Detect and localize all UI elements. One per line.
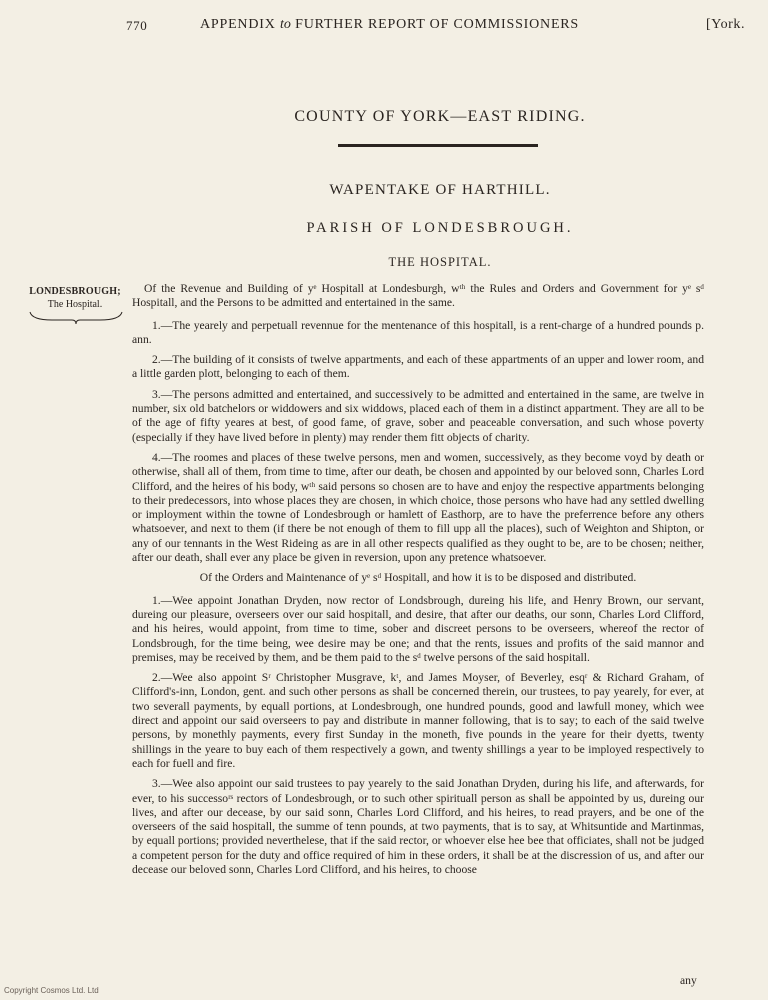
parish-heading: PARISH OF LONDESBROUGH. [306, 220, 574, 236]
running-county: [York. [706, 17, 746, 32]
heading-rule [338, 144, 538, 147]
catchword: any [680, 974, 697, 987]
paragraph-persons: 3.—The persons admitted and entertained, and successively to be admitted and entertained in the same, are twelve in number, six old batchelors or widdowers and six widdows, placed each of them in a distinct appartment. They are all to be of the age of fifty yeares at best, of good fame, of grave, sober and peaceable conversation, and such whose poverty (especially if they have lived before in plenty) may render them fitt objects of charity. [132, 387, 704, 444]
page-number: 770 [126, 18, 148, 33]
margin-brace-icon [28, 310, 124, 324]
section-heading-orders: Of the Orders and Maintenance of yᵉ sᵈ Hospitall, and how it is to be disposed and distributed. [199, 571, 637, 585]
running-title-part1: APPENDIX [200, 17, 276, 32]
hospital-heading: THE HOSPITAL. [388, 255, 492, 269]
running-title-to: to [279, 17, 291, 32]
copyright-watermark: Copyright Cosmos Ltd. Ltd [4, 986, 99, 995]
paragraph-revenue: 1.—The yearely and perpetuall revennue for the mentenance of this hospitall, is a rent-charge of a hundred pounds p. ann. [132, 318, 704, 346]
paragraph-rooms: 4.—The roomes and places of these twelve persons, men and women, successively, as they become voyd by death or otherwise, shall all of them, from time to time, after our death, be chosen and appointed by our beloved sonn, Charles Lord Clifford, and the heires of his body, wᵗʰ said persons so chosen are to have and enjoy the respective appartments belonging to their predecessors, into whose places they are chosen, in which choice, those persons who have had any settled dwelling or imployment within the towne of Londesbrough or hamlett of Easthorp, are to have the preferrence before any others whatsoever, and next to them (if there be not enough of them to fill upp all the places), such of Weighton and Shipton, or any of our tennants in the West Rideing as are in all other respects qualified as they ought to be, are to be chosen; neither, after our death, shall ever any place be given in reversion, upon any pretence whatsoever. [132, 450, 704, 565]
county-heading: COUNTY OF YORK—EAST RIDING. [294, 108, 586, 125]
margin-note [28, 285, 122, 311]
running-title [200, 17, 579, 33]
wapentake-heading: WAPENTAKE OF HARTHILL. [329, 182, 551, 198]
margin-note-subject: The Hospital. [47, 299, 103, 310]
paragraph-building: 2.—The building of it consists of twelve appartments, and each of these appartments of an upper and lower room, and a little garden plott, belonging to each of them. [132, 353, 704, 381]
intro-paragraph: Of the Revenue and Building of yᵉ Hospitall at Londesburgh, wᵗʰ the Rules and Orders and Government for yᵉ sᵈ Hospitall, and the Persons to be admitted and entertained in the same. [132, 282, 704, 310]
paragraph-trustees: 2.—Wee also appoint Sʳ Christopher Musgrave, kᵗ, and James Moyser, of Beverley, esqʳ & Richard Graham, of Clifford's-inn, London, gent. and such other persons as shall be concerned therein, our trustees, to pay yearely, for ever, at two severall payments, by equall portions, at Londesbrough, one hundred pounds, good and lawfull money, which wee direct and appoint our said overseers to pay and distribute in manner following, that is to say; to each of the said twelve persons, by monethly payments, every first Sunday in the moneth, five pounds in the yeare for their dyetts, twenty shillings in the yeare to buy each of them respectively a gown, and twenty shillings a year to be imployed respectively to each for fuell and fire. [132, 671, 704, 770]
document-body [132, 282, 704, 883]
paragraph-rector: 3.—Wee also appoint our said trustees to pay yearely to the said Jonathan Dryden, during his life, and afterwards, for ever, to his successoʳˢ rectors of Londesbrough, or to such other spirituall person as shall be appointed by us, dureing our lives, and after our decease, by our said sonn, Charles Lord Clifford, and his heires, to read prayers, and be one of the overseers of the said hospitall, the summe of tenn pounds, at two payments, that is to say, at Whitsuntide and Martinmas, by equall portions; provided neverthelese, that if the said rector, or whoever else hee bee that officiates, shall not be judged a competent person for the duty and office required of him in these orders, it shall be at the discression of us, and after our decease our beloved sonn, Charles Lord Clifford, and his heires, to choose [132, 777, 704, 876]
running-title-part2: FURTHER REPORT OF COMMISSIONERS [295, 17, 580, 32]
paragraph-overseers: 1.—Wee appoint Jonathan Dryden, now rector of Londsbrough, dureing his life, and Henry Brown, our servant, dureing our pleasure, overseers over our said hospitall, and desire, that after our deaths, our sonn, Charles Lord Clifford, and his heires, would appoint, from time to time, sober and discreet persons to be overseers, whereof the rector of Londsbrough, for the time being, wee desire may be one; and that the rents, issues and profits of the said mannor and premises, may be received by them, and be them paid to the sᵈ twelve persons of the said hospitall. [132, 593, 704, 664]
margin-note-place: LONDESBROUGH; [29, 286, 121, 297]
running-head [0, 14, 768, 38]
